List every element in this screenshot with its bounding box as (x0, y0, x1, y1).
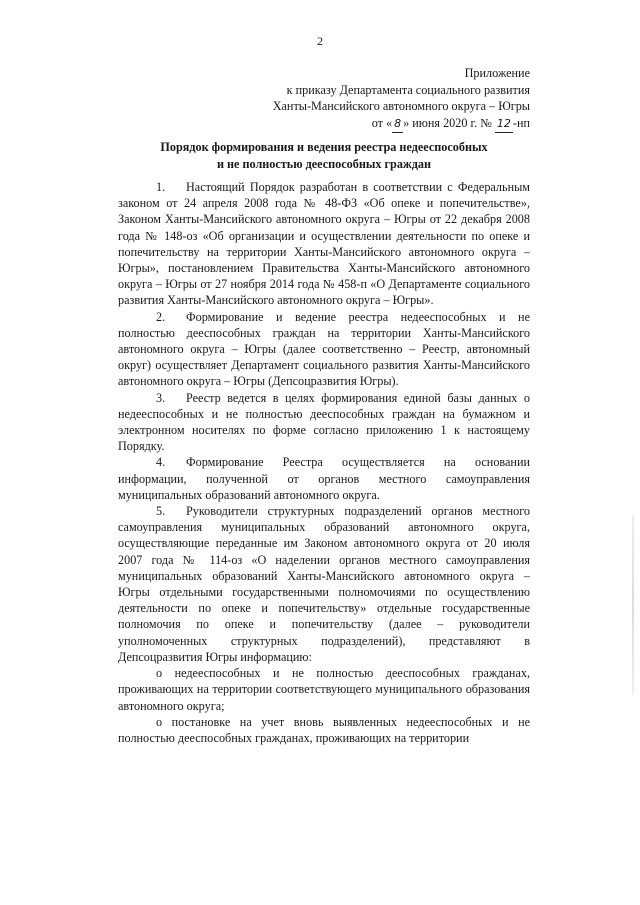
order-number: 12 (495, 116, 513, 133)
appendix-order-line: к приказу Департамента социального развития (286, 82, 530, 97)
title-line-1: Порядок формирования и ведения реестра недееспособных (160, 140, 488, 154)
appendix-region-line: Ханты-Мансийского автономного округа – Югры (272, 99, 530, 113)
paragraph-text: Настоящий Порядок разработан в соответствии с Федеральным законом от 24 апреля 2008 года № 48-ФЗ «Об опеке и попечительстве», Законом Ханты-Мансийского автономного округа – Югры от 22 декабря 2008 года № 148-оз «Об организации и осуществлении деятельности по опеке и попечительству на территории Ханты-Мансийского автономного округа – Югры», постановлением Правительства Ханты-Мансийского автономного округа – Югры от 27 ноября 2014 года № 458-п «О Департаменте социального развития Ханты-Мансийского автономного округа – Югры». (118, 180, 530, 308)
date-prefix: от « (371, 115, 393, 130)
paragraph-number: 3. (156, 390, 166, 405)
paragraph-text: Реестр ведется в целях формирования единой базы данных о недееспособных и не полностью дееспособных граждан на бумажном и электронном носителях по форме согласно приложению 1 к настоящему Порядку. (118, 390, 530, 454)
appendix-label: Приложение (464, 66, 530, 80)
paragraph-number: 5. (156, 504, 166, 519)
bullet-marker: о (156, 714, 163, 729)
bullet-item-1 (118, 665, 530, 714)
date-day: 8 (392, 116, 403, 133)
paragraph-1 (118, 179, 530, 309)
bullet-marker: о (156, 666, 163, 681)
paragraph-number: 1. (156, 180, 166, 194)
appendix-header (110, 65, 530, 131)
bullet-text: постановке на учет вновь выявленных недееспособных и не полностью дееспособных гражданах, проживающих на территории (118, 714, 530, 745)
paragraph-text: Руководители структурных подразделений органов местного самоуправления муниципальных образований автономного округа, осуществляющие переданные им Законом автономного округа от 20 июля 2007 года № 114-оз «О наделении органов местного самоуправления муниципальных образований Ханты-Мансийского автономного округа – Югры отдельными государственными полномочиями по осуществлению деятельности по опеке и попечительству» отдельные государственные полномочия по опеке и попечительству (далее – руководители уполномоченных структурных подразделений), представляют в Депсоцразвития Югры информацию: (118, 504, 530, 664)
page-number: 2 (317, 34, 323, 48)
appendix-date-line (110, 115, 530, 132)
paragraph-text: Формирование Реестра осуществляется на основании информации, полученной от органов местного самоуправления муниципальных образований автономного округа. (118, 455, 530, 502)
date-suffix: -нп (512, 115, 530, 130)
bullet-item-2 (118, 714, 530, 746)
scan-edge-mark (632, 515, 634, 695)
paragraph-3 (118, 390, 530, 455)
date-mid: » июня 2020 г. № (403, 115, 492, 130)
paragraph-text: Формирование и ведение реестра недееспособных и не полностью дееспособных граждан на территории Ханты-Мансийского автономного округа – Югры (далее соответственно – Реестр, автономный округ) осуществляет Департамент социального развития Ханты-Мансийского автономного округа – Югры (Депсоцразвития Югры). (118, 309, 530, 389)
title-line-2: и не полностью дееспособных граждан (216, 156, 432, 171)
document-body (118, 179, 530, 746)
paragraph-5 (118, 503, 530, 665)
bullet-text: недееспособных и не полностью дееспособных гражданах, проживающих на территории соответствующего муниципального образования автономного округа; (118, 666, 530, 713)
document-title (118, 139, 530, 172)
paragraph-2 (118, 309, 530, 390)
paragraph-4 (118, 454, 530, 503)
paragraph-number: 4. (156, 455, 166, 470)
paragraph-number: 2. (156, 309, 166, 324)
